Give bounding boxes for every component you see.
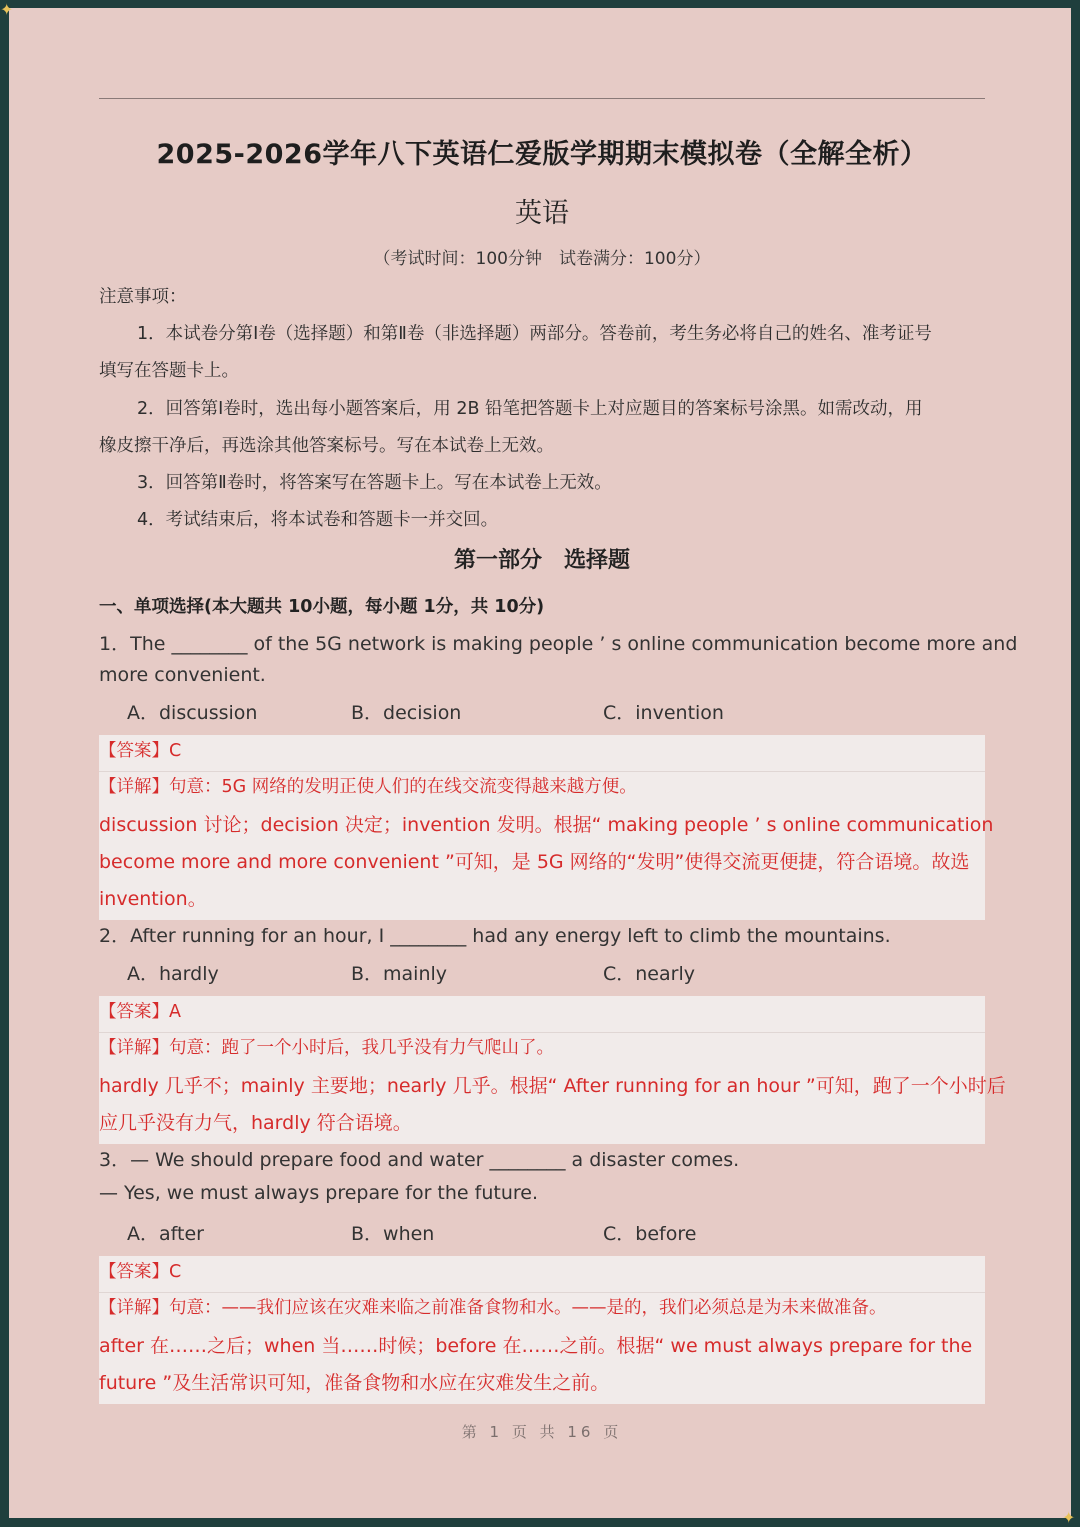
explanation-heading: 【详解】句意：——我们应该在灾难来临之前准备食物和水。——是的，我们必须总是为未来做准备。 (99, 1298, 887, 1318)
subject-title: 英语 (515, 198, 569, 229)
explanation-heading: 【详解】句意：5G 网络的发明正使人们的在线交流变得越来越方便。 (99, 777, 637, 797)
page-title: 2025-2026学年八下英语仁爱版学期期末模拟卷（全解全析） (156, 139, 928, 170)
sparkle-icon: ✦ (1062, 1508, 1076, 1527)
question-stem: 1．The ________ of the 5G network is making people ’ s online communication become more and (99, 633, 1018, 655)
part-title: 第一部分 选择题 (453, 548, 630, 573)
notice-heading: 注意事项： (99, 287, 187, 307)
answer-box (99, 1256, 985, 1404)
answer-divider (99, 771, 985, 772)
explanation-line: invention。 (99, 888, 207, 910)
question-stem: — Yes, we must always prepare for the future. (99, 1182, 538, 1204)
notice-line: 3．回答第Ⅱ卷时，将答案写在答题卡上。写在本试卷上无效。 (137, 473, 612, 493)
explanation-line: become more and more convenient ”可知，是 5G 网络的“发明”使得交流更便捷，符合语境。故选 (99, 851, 970, 873)
explanation-heading: 【详解】句意：跑了一个小时后，我几乎没有力气爬山了。 (99, 1038, 554, 1058)
explanation-line: hardly 几乎不；mainly 主要地；nearly 几乎。根据“ After running for an hour ”可知，跑了一个小时后 (99, 1075, 1006, 1097)
option-a: A．discussion (127, 702, 258, 724)
question-stem: 3．— We should prepare food and water ________ a disaster comes. (99, 1149, 740, 1171)
explanation-line: after 在……之后；when 当……时候；before 在……之前。根据“ we must always prepare for the (99, 1335, 973, 1357)
answer-label: 【答案】C (99, 741, 182, 761)
explanation-line: discussion 讨论；decision 决定；invention 发明。根据“ making people ’ s online communication (99, 814, 994, 836)
answer-divider (99, 1032, 985, 1033)
sparkle-icon: ✦ (0, 0, 14, 19)
notice-line: 填写在答题卡上。 (99, 361, 239, 381)
exam-info: （考试时间：100分钟 试卷满分：100分） (373, 249, 711, 269)
option-c: C．before (603, 1223, 697, 1245)
option-c: C．invention (603, 702, 724, 724)
document-page (9, 8, 1071, 1518)
question-stem: more convenient. (99, 664, 266, 686)
option-b: B．when (351, 1223, 435, 1245)
option-b: B．mainly (351, 963, 448, 985)
answer-label: 【答案】A (99, 1002, 181, 1022)
notice-line: 2．回答第Ⅰ卷时，选出每小题答案后，用 2B 铅笔把答题卡上对应题目的答案标号涂黑。如需改动，用 (137, 399, 923, 419)
section-title: 一、单项选择(本大题共 10小题，每小题 1分，共 10分) (99, 597, 545, 617)
option-a: A．after (127, 1223, 204, 1245)
explanation-line: 应几乎没有力气，hardly 符合语境。 (99, 1112, 412, 1134)
page-footer: 第 1 页 共 16 页 (461, 1423, 623, 1441)
explanation-line: future ”及生活常识可知，准备食物和水应在灾难发生之前。 (99, 1372, 610, 1394)
option-a: A．hardly (127, 963, 219, 985)
answer-label: 【答案】C (99, 1262, 182, 1282)
header-rule (99, 98, 985, 99)
notice-line: 1．本试卷分第Ⅰ卷（选择题）和第Ⅱ卷（非选择题）两部分。答卷前，考生务必将自己的姓名、准考证号 (137, 324, 932, 344)
answer-box (99, 735, 994, 920)
answer-divider (99, 1292, 985, 1293)
option-c: C．nearly (603, 963, 695, 985)
option-b: B．decision (351, 702, 462, 724)
notice-line: 4．考试结束后，将本试卷和答题卡一并交回。 (137, 510, 499, 530)
answer-box (99, 996, 1006, 1144)
notice-line: 橡皮擦干净后，再选涂其他答案标号。写在本试卷上无效。 (99, 436, 554, 456)
question-stem: 2．After running for an hour, I ________ had any energy left to climb the mountains. (99, 925, 891, 947)
